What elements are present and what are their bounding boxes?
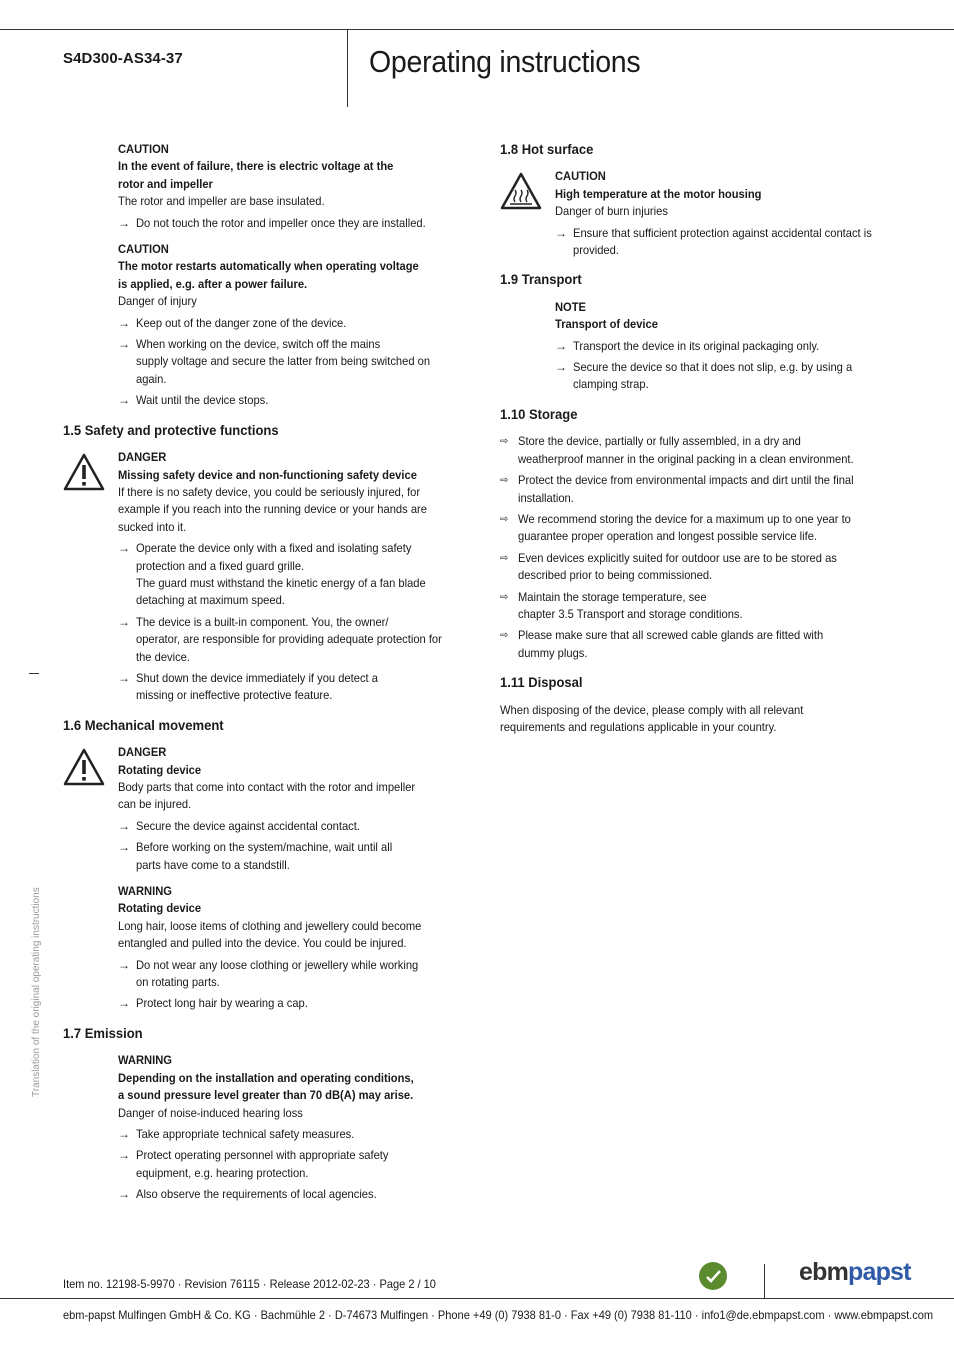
- section-heading-1-9: 1.9 Transport: [500, 271, 582, 288]
- arrow-icon: →: [555, 360, 567, 375]
- notice-description: Long hair, loose items of clothing and jewellery could become: [118, 918, 422, 933]
- notice-type: WARNING: [118, 884, 172, 899]
- arrow-icon: →: [118, 1126, 130, 1141]
- list-item-text: weatherproof manner in the original packing in a clean environment.: [518, 451, 854, 466]
- page-title: Operating instructions: [369, 44, 641, 79]
- notice-danger-safety-device: [63, 449, 463, 705]
- notice-step-text: Wait until the device stops.: [136, 393, 269, 408]
- notice-step-text: The guard must withstand the kinetic energy of a fan blade: [136, 575, 426, 590]
- notice-step: [118, 336, 463, 388]
- margin-mark: [29, 673, 39, 674]
- greentech-badge-icon: [699, 1262, 727, 1290]
- notice-step: [118, 670, 463, 705]
- section-heading-1-5: 1.5 Safety and protective functions: [63, 421, 279, 438]
- notice-description: If there is no safety device, you could be seriously injured, for: [118, 484, 421, 499]
- notice-step-text: supply voltage and secure the latter from being switched on: [136, 354, 431, 369]
- bullet-arrow-icon: ⇨: [500, 475, 509, 487]
- footer-address: ebm-papst Mulfingen GmbH & Co. KG · Bachmühle 2 · D-74673 Mulfingen · Phone +49 (0) 7938 81-0 · Fax +49 (0) 7938 81-110 · info1@de.ebmpapst.com · www.ebmpapst.com: [63, 1308, 934, 1322]
- logo-divider: [764, 1264, 765, 1298]
- notice-step-text: When working on the device, switch off the mains: [136, 337, 381, 352]
- hot-surface-icon: [500, 172, 542, 210]
- list-item-text: We recommend storing the device for a maximum up to one year to: [518, 511, 851, 526]
- side-text: Translation of the original operating instructions: [31, 887, 42, 1097]
- notice-step-text: clamping strap.: [573, 377, 649, 392]
- notice-step: [555, 359, 900, 394]
- list-item: [500, 627, 900, 662]
- notice-heading: The motor restarts automatically when operating voltage: [118, 259, 419, 274]
- notice-caution-restart: [63, 241, 463, 410]
- list-item: [500, 472, 900, 507]
- notice-step: [118, 540, 463, 610]
- bullet-arrow-icon: ⇨: [500, 630, 509, 642]
- list-item-text: dummy plugs.: [518, 645, 588, 660]
- notice-warning-noise: [63, 1052, 463, 1203]
- list-item-text: Store the device, partially or fully assembled, in a dry and: [518, 434, 801, 449]
- notice-step-text: Do not touch the rotor and impeller once they are installed.: [136, 215, 426, 230]
- list-item-text: Maintain the storage temperature, see: [518, 589, 707, 604]
- notice-description: The rotor and impeller are base insulated.: [118, 194, 325, 209]
- notice-step-text: Also observe the requirements of local agencies.: [136, 1187, 377, 1202]
- section-heading-1-6: 1.6 Mechanical movement: [63, 716, 224, 733]
- section-heading-1-10: 1.10 Storage: [500, 405, 578, 422]
- notice-step-text: Take appropriate technical safety measures.: [136, 1126, 355, 1141]
- list-item-text: Protect the device from environmental impacts and dirt until the final: [518, 473, 854, 488]
- bullet-arrow-icon: ⇨: [500, 436, 509, 448]
- notice-heading: is applied, e.g. after a power failure.: [118, 276, 308, 291]
- notice-step-text: Protect long hair by wearing a cap.: [136, 996, 308, 1011]
- arrow-icon: →: [118, 541, 130, 556]
- notice-step-text: Ensure that sufficient protection against accidental contact is: [573, 225, 872, 240]
- notice-heading: In the event of failure, there is electric voltage at the: [118, 159, 394, 174]
- header-divider: [347, 29, 348, 107]
- warning-triangle-icon: [63, 748, 105, 786]
- notice-step-text: Before working on the system/machine, wait until all: [136, 840, 393, 855]
- list-item-text: described prior to being commissioned.: [518, 568, 713, 583]
- notice-step-text: Transport the device in its original packaging only.: [573, 338, 820, 353]
- notice-step-text: Operate the device only with a fixed and isolating safety: [136, 541, 412, 556]
- arrow-icon: →: [118, 1187, 130, 1202]
- arrow-icon: →: [118, 614, 130, 629]
- list-item: [500, 550, 900, 585]
- notice-step: [118, 818, 463, 835]
- notice-type: NOTE: [555, 299, 587, 314]
- arrow-icon: →: [118, 996, 130, 1011]
- section-heading-1-8: 1.8 Hot surface: [500, 141, 594, 157]
- notice-heading: a sound pressure level greater than 70 dB(A) may arise.: [118, 1088, 414, 1103]
- arrow-icon: →: [118, 670, 130, 685]
- section-heading-1-11: 1.11 Disposal: [500, 674, 583, 691]
- notice-step-text: Do not wear any loose clothing or jewellery while working: [136, 957, 419, 972]
- footer-rule: [0, 1298, 954, 1299]
- list-item: [500, 589, 900, 624]
- arrow-icon: →: [118, 818, 130, 833]
- notice-description: Danger of noise-induced hearing loss: [118, 1105, 303, 1120]
- warning-triangle-icon: [63, 453, 105, 491]
- notice-step: [118, 614, 463, 666]
- left-column: [63, 141, 463, 1213]
- notice-danger-rotating: [63, 744, 463, 874]
- notice-heading: Transport of device: [555, 317, 658, 332]
- notice-warning-rotating: [63, 883, 463, 1013]
- notice-step-text: Secure the device so that it does not slip, e.g. by using a: [573, 360, 853, 375]
- list-item-text: guarantee proper operation and longest possible service life.: [518, 529, 818, 544]
- bullet-arrow-icon: ⇨: [500, 552, 509, 564]
- arrow-icon: →: [118, 1148, 130, 1163]
- bullet-arrow-icon: ⇨: [500, 591, 509, 603]
- notice-description: example if you reach into the running device or your hands are: [118, 502, 427, 517]
- notice-step-text: Protect operating personnel with appropriate safety: [136, 1148, 389, 1163]
- notice-step-text: provided.: [573, 243, 619, 258]
- notice-step-text: missing or ineffective protective feature.: [136, 688, 333, 703]
- arrow-icon: →: [118, 337, 130, 352]
- notice-step: [118, 1186, 463, 1203]
- notice-heading: rotor and impeller: [118, 176, 213, 191]
- arrow-icon: →: [118, 315, 130, 330]
- footer-item-info: Item no. 12198-5-9970 · Revision 76115 · Release 2012-02-23 · Page 2 / 10: [63, 1277, 436, 1291]
- notice-caution-voltage: [63, 141, 463, 232]
- notice-step-text: on rotating parts.: [136, 975, 220, 990]
- notice-step-text: detaching at maximum speed.: [136, 593, 285, 608]
- notice-step-text: the device.: [136, 649, 190, 664]
- notice-description: Body parts that come into contact with the rotor and impeller: [118, 780, 416, 794]
- arrow-icon: →: [555, 225, 567, 240]
- notice-type: DANGER: [118, 450, 167, 465]
- notice-note-transport: [500, 299, 900, 394]
- notice-heading: High temperature at the motor housing: [555, 186, 762, 201]
- notice-step: [555, 225, 900, 260]
- notice-description: can be injured.: [118, 797, 192, 812]
- notice-step: [118, 957, 463, 992]
- notice-step-text: protection and a fixed guard grille.: [136, 558, 305, 573]
- notice-heading: Missing safety device and non-functioning safety device: [118, 467, 417, 482]
- notice-step: [118, 1126, 463, 1143]
- list-item-text: Even devices explicitly suited for outdoor use are to be stored as: [518, 550, 837, 565]
- notice-step-text: equipment, e.g. hearing protection.: [136, 1165, 309, 1180]
- arrow-icon: →: [118, 957, 130, 972]
- notice-caution-hot: [500, 168, 900, 259]
- notice-type: CAUTION: [118, 142, 169, 156]
- notice-type: CAUTION: [555, 169, 606, 184]
- disposal-line: requirements and regulations applicable in your country.: [500, 719, 777, 734]
- notice-step-text: Shut down the device immediately if you detect a: [136, 670, 378, 685]
- arrow-icon: →: [118, 393, 130, 408]
- notice-step-text: Keep out of the danger zone of the device.: [136, 315, 347, 330]
- notice-step: [118, 392, 463, 409]
- ebmpapst-logo: ebmpapst: [799, 1258, 911, 1286]
- list-item: [500, 433, 900, 468]
- notice-step-text: operator, are responsible for providing adequate protection for: [136, 632, 442, 647]
- notice-step-text: The device is a built-in component. You, the owner/: [136, 614, 389, 629]
- notice-step: [118, 315, 463, 332]
- arrow-icon: →: [118, 840, 130, 855]
- bullet-arrow-icon: ⇨: [500, 513, 509, 525]
- notice-step: [118, 1147, 463, 1182]
- notice-description: sucked into it.: [118, 519, 187, 534]
- notice-type: DANGER: [118, 745, 167, 760]
- arrow-icon: →: [118, 215, 130, 230]
- list-item-text: installation.: [518, 490, 574, 505]
- notice-step-text: parts have come to a standstill.: [136, 857, 290, 872]
- disposal-text: [500, 702, 900, 737]
- notice-step: [555, 338, 900, 355]
- notice-step: [118, 995, 463, 1012]
- notice-description: Danger of burn injuries: [555, 204, 668, 219]
- section-heading-1-7: 1.7 Emission: [63, 1024, 143, 1041]
- notice-type: CAUTION: [118, 242, 169, 257]
- header-rule: [0, 29, 954, 30]
- notice-description: entangled and pulled into the device. You could be injured.: [118, 936, 407, 951]
- arrow-icon: →: [555, 338, 567, 353]
- list-item-text: chapter 3.5 Transport and storage conditions.: [518, 606, 743, 621]
- notice-step: [118, 215, 463, 232]
- notice-description: Danger of injury: [118, 294, 197, 309]
- right-column: [500, 141, 900, 736]
- notice-step-text: again.: [136, 371, 167, 386]
- notice-step-text: Secure the device against accidental contact.: [136, 818, 360, 833]
- notice-heading: Rotating device: [118, 762, 202, 777]
- list-item-text: Please make sure that all screwed cable glands are fitted with: [518, 628, 824, 643]
- storage-list: [500, 433, 900, 662]
- list-item: [500, 511, 900, 546]
- notice-step: [118, 839, 463, 874]
- notice-type: WARNING: [118, 1053, 172, 1068]
- model-number: S4D300-AS34-37: [63, 50, 183, 67]
- disposal-line: When disposing of the device, please comply with all relevant: [500, 702, 804, 717]
- notice-heading: Depending on the installation and operating conditions,: [118, 1070, 414, 1085]
- notice-heading: Rotating device: [118, 901, 202, 916]
